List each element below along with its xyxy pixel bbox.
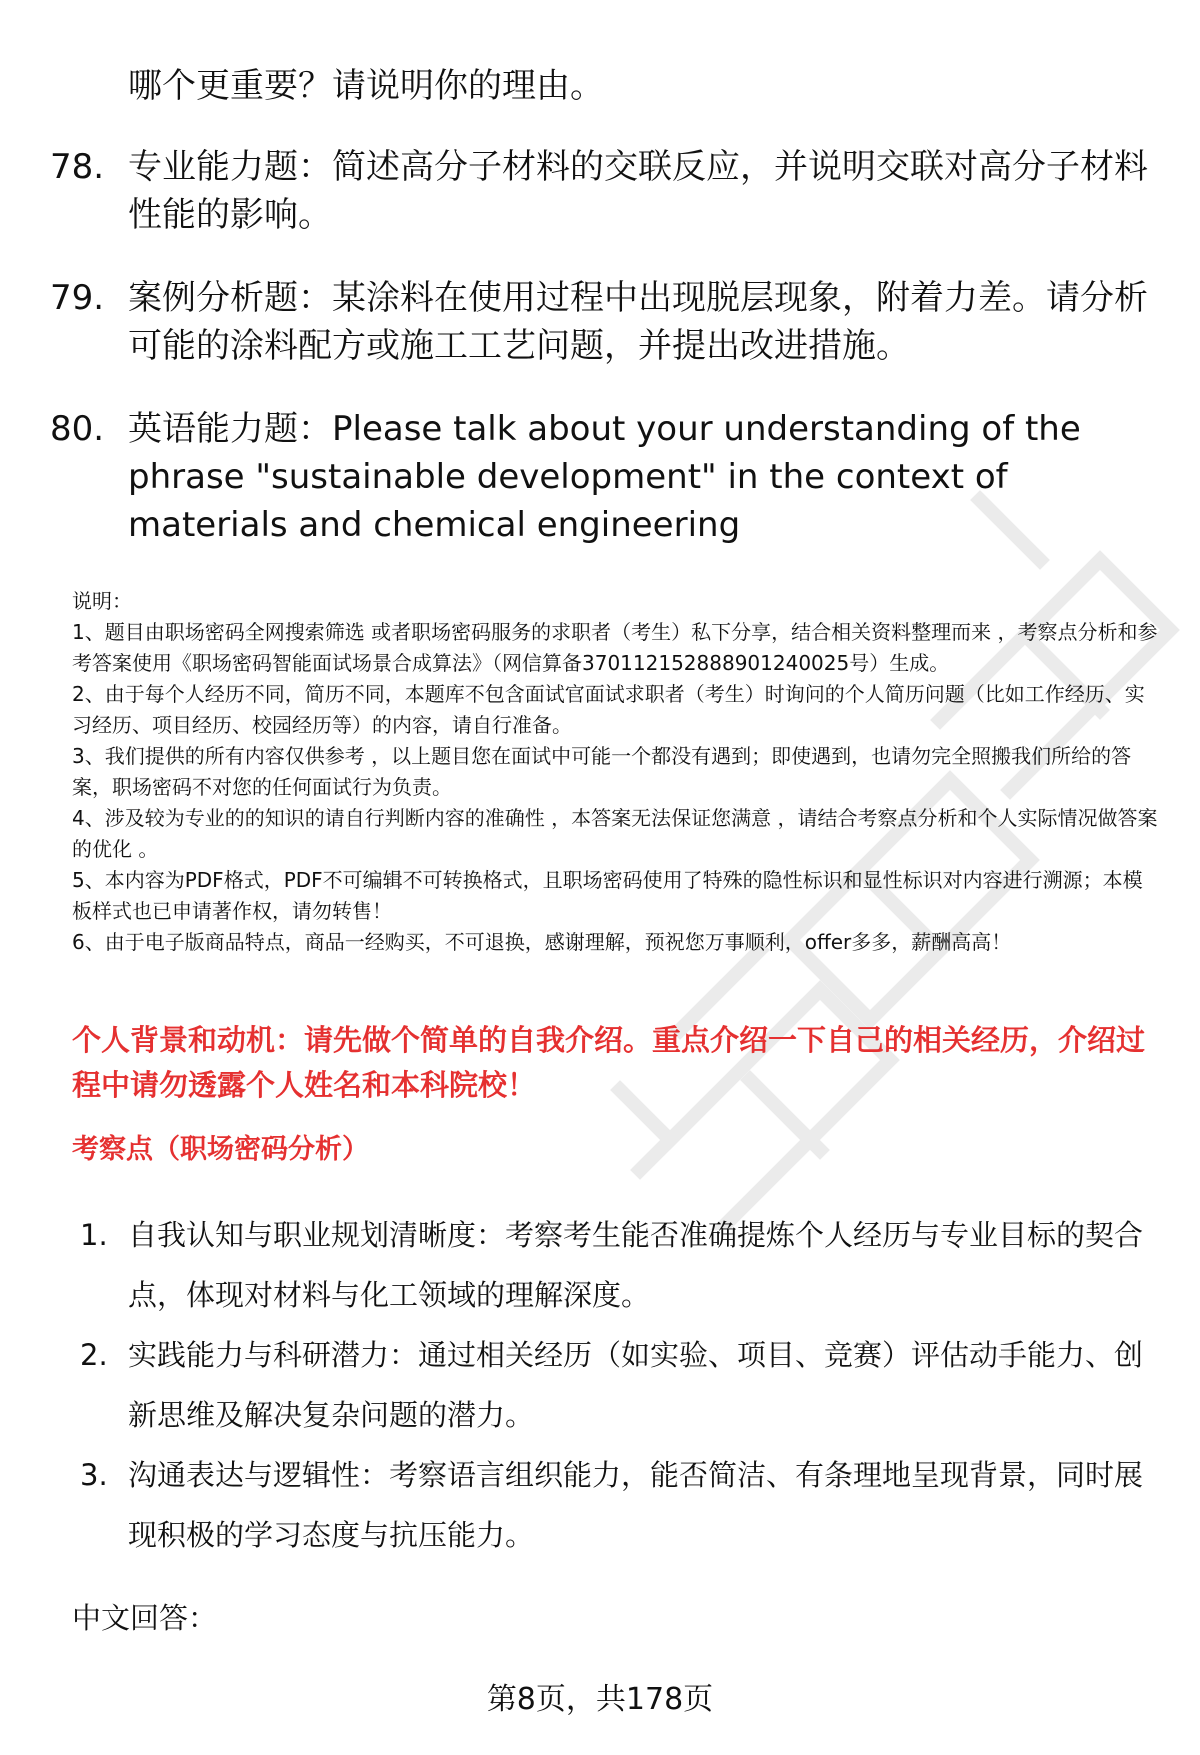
analysis-point [80, 1325, 1160, 1445]
notes-item: 1、题目由职场密码全网搜索筛选 或者职场密码服务的求职者（考生）私下分享，结合相关资料整理而来 ，考察点分析和参考答案使用《职场密码智能面试场景合成算法》（网信算备370112152888901240025号）生成。 [72, 620, 1158, 675]
question-number: 80. [50, 409, 105, 449]
point-text: 实践能力与科研潜力：通过相关经历（如实验、项目、竞赛）评估动手能力、创新思维及解决复杂问题的潜力。 [128, 1338, 1144, 1432]
question-number: 78. [50, 147, 105, 187]
notes-item: 5、本内容为PDF格式，PDF不可编辑不可转换格式，且职场密码使用了特殊的隐性标识和显性标识对内容进行溯源；本模板样式也已申请著作权，请勿转售！ [72, 868, 1143, 923]
question-continuation: 哪个更重要？请说明你的理由。 [128, 66, 604, 106]
question-number: 79. [50, 278, 105, 318]
analysis-points-list [80, 1205, 1160, 1565]
question-text: 专业能力题：简述高分子材料的交联反应，并说明交联对高分子材料性能的影响。 [128, 147, 1148, 235]
point-text: 沟通表达与逻辑性：考察语言组织能力，能否简洁、有条理地呈现背景，同时展现积极的学习态度与抗压能力。 [128, 1458, 1144, 1552]
page-footer: 第8页，共178页 [486, 1682, 714, 1717]
notes-item: 6、由于电子版商品特点，商品一经购买，不可退换，感谢理解，预祝您万事顺利，offer多多，薪酬高高！ [72, 930, 1012, 954]
point-number: 2. [80, 1338, 108, 1372]
background-question: 个人背景和动机：请先做个简单的自我介绍。重点介绍一下自己的相关经历，介绍过程中请勿透露个人姓名和本科院校！ [72, 1023, 1146, 1102]
point-number: 1. [80, 1218, 108, 1252]
notes-section [72, 586, 1162, 958]
point-text: 自我认知与职业规划清晰度：考察考生能否准确提炼个人经历与专业目标的契合点，体现对材料与化工领域的理解深度。 [128, 1218, 1144, 1312]
question-text: 案例分析题：某涂料在使用过程中出现脱层现象，附着力差。请分析可能的涂料配方或施工工艺问题，并提出改进措施。 [128, 278, 1148, 366]
notes-item: 2、由于每个人经历不同，简历不同，本题库不包含面试官面试求职者（考生）时询问的个人简历问题（比如工作经历、实习经历、项目经历、校园经历等）的内容，请自行准备。 [72, 682, 1145, 737]
notes-title: 说明： [72, 589, 132, 613]
question-item [50, 274, 1160, 370]
analysis-point [80, 1445, 1160, 1565]
notes-item: 3、我们提供的所有内容仅供参考 ，以上题目您在面试中可能一个都没有遇到；即使遇到，也请勿完全照搬我们所给的答案，职场密码不对您的任何面试行为负责。 [72, 744, 1132, 799]
analysis-point [80, 1205, 1160, 1325]
analysis-heading: 考察点（职场密码分析） [72, 1134, 369, 1165]
answer-label: 中文回答： [72, 1601, 218, 1635]
point-number: 3. [80, 1458, 108, 1492]
question-item [50, 143, 1160, 239]
question-text: 英语能力题：Please talk about your understanding of the phrase "sustainable development" in the context of materials and chemical engineering [128, 409, 1081, 545]
notes-item: 4、涉及较为专业的的知识的请自行判断内容的准确性 ，本答案无法保证您满意 ，请结合考察点分析和个人实际情况做答案的优化 。 [72, 806, 1158, 861]
question-item [50, 405, 1160, 549]
